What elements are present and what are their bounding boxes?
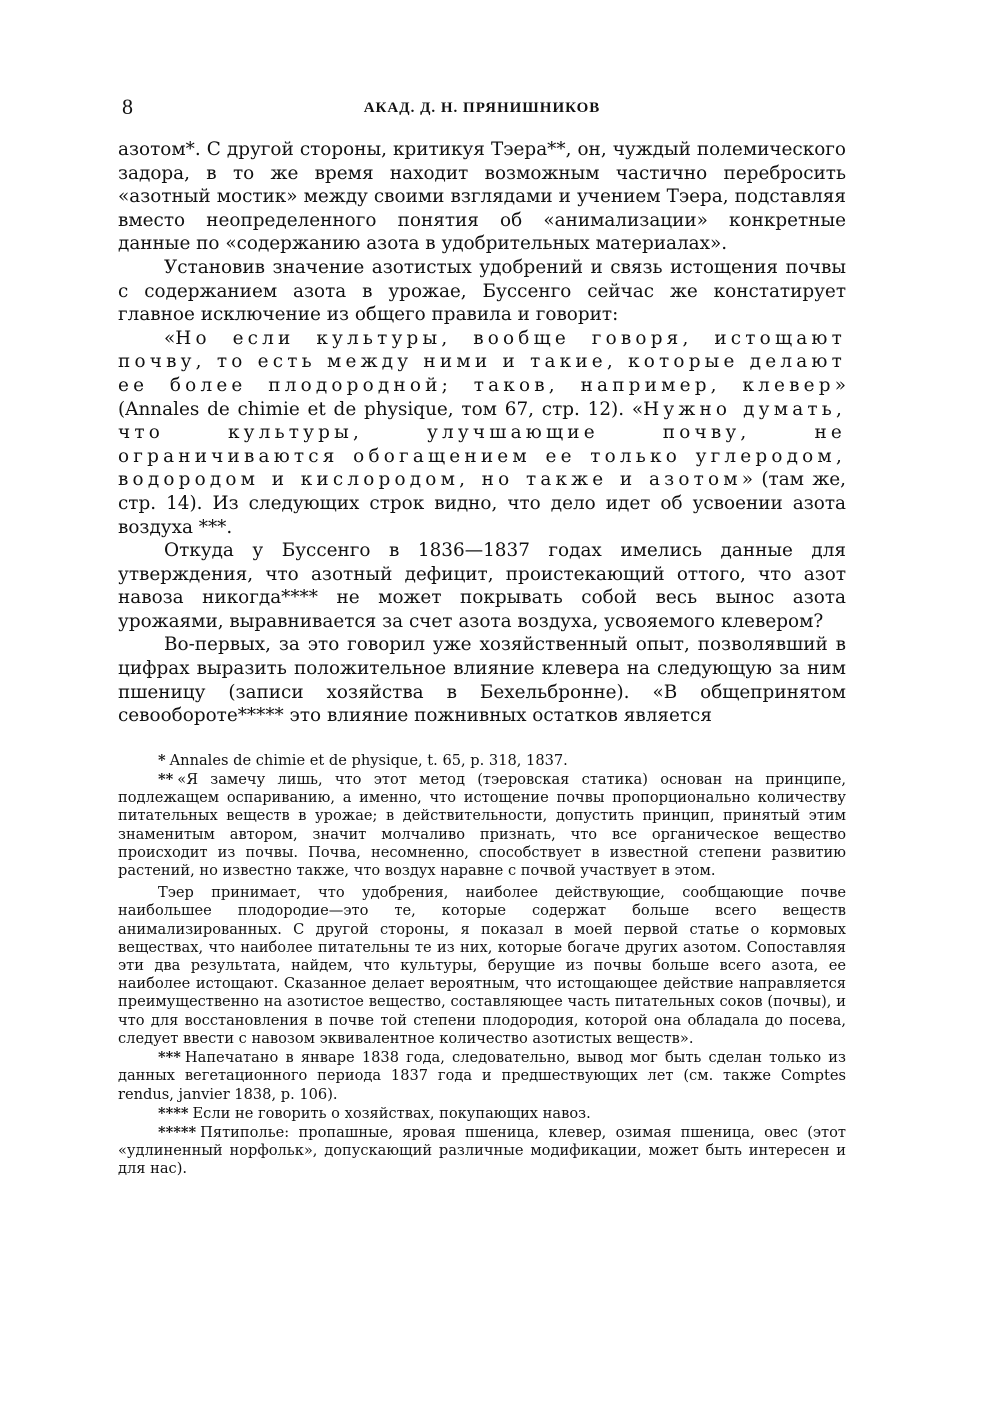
paragraph-3-quote (118, 327, 846, 539)
spaced-quote-1: Но если культуры, вообще говоря, истощают почву, то есть между ними и такие, которые делают ее более плодородной; таков, например, клевер (118, 327, 846, 396)
paragraph-5: Во-первых, за это говорил уже хозяйственный опыт, позволявший в цифрах выразить положительное влияние клевера на следующую за ним пшеницу (записи хозяйства в Бехельбронне). «В общепринятом севообороте***** это влияние пожнивных остатков является (118, 634, 846, 727)
book-page (118, 92, 846, 1180)
footnote-4 (118, 1105, 846, 1123)
page-number: 8 (122, 94, 133, 119)
paragraph-4: Откуда у Буссенго в 1836—1837 годах имелись данные для утверждения, что азотный дефицит, проистекающий оттого, что азот навоза никогда**** не может покрывать собой весь вынос азота урожаями, выравнивается за счет азота воздуха, усвояемого клевером? (118, 540, 846, 632)
paragraph-2: Установив значение азотистых удобрений и связь истощения почвы с содержанием азота в урожае, Буссенго сейчас же констатирует главное исключение из общего правила и говорит: (118, 256, 846, 326)
paragraph-1: азотом*. С другой стороны, критикуя Тэера**, он, чуждый полемического задора, в то же время находит возможным частично перебросить «азотный мостик» между своими взглядами и учением Тэера, подставляя вместо неопределенного понятия об «анимализации» конкретные данные по «содержанию азота в удобрительных материалах». (118, 139, 846, 255)
footnote-mark: ** (158, 771, 174, 789)
footnote-text: Если не говорить о хозяйствах, покупающих навоз. (192, 1104, 591, 1122)
footnote-mark: *** (158, 1049, 181, 1067)
footnote-mark: ***** (158, 1123, 197, 1141)
footnote-1 (118, 752, 846, 770)
running-title: АКАД. Д. Н. ПРЯНИШНИКОВ (363, 100, 601, 116)
quote-citation-2: » (там же, стр. 14). Из следующих строк видно, что дело идет об усвоении азота воздуха ***. (118, 469, 846, 538)
footnote-text: Annales de chimie et de physique, t. 65, p. 318, 1837. (169, 751, 568, 769)
running-header (118, 92, 846, 126)
spaced-quote-2: Нужно думать, что культуры, улучшающие почву, не ограничиваются обогащением ее только углеродом, водородом и кислородом, но также и азотом (118, 398, 847, 491)
footnote-2-continuation: Тэер принимает, что удобрения, наиболее действующие, сообщающие почве наибольшее плодородие—это те, которые содержат больше всего веществ анимализированных. С другой стороны, я показал в моей первой статье о кормовых веществах, что наиболее питательны те из них, которые богаче других азотом. Сопоставляя эти два результата, найдем, что культуры, берущие из почвы больше всего азота, ее наиболее истощают. Сказанное делает вероятным, что истощающее действие направляется преимущественно на азотистое вещество, составляющее часть питательных соков (почвы), и что для восстановления в почве той степени плодородия, которой она обладала до посева, следует ввести с навозом эквивалентное количество азотистых веществ». (118, 884, 846, 1047)
footnote-2 (118, 771, 846, 880)
footnote-5 (118, 1124, 846, 1179)
quote-open: « (164, 327, 176, 349)
footnote-text: Напечатано в январе 1838 года, следовательно, вывод мог быть сделан только из данных вегетационного периода 1837 года и предшествующих лет (см. также Comptes rendus, janvier 1838, p. 106). (118, 1049, 846, 1103)
footnote-text: «Я замечу лишь, что этот метод (тэеровская статика) основан на принципе, подлежащем оспариванию, а именно, что истощение почвы пропорционально количеству питательных веществ в урожае; в действительности, допустить принцип, принятый этим знаменитым автором, значит молчаливо признать, что все органическое вещество происходит из почвы. Почва, несомненно, способствует в известной степени развитию растений, но известно также, что воздух наравне с почвой участвует в этом. (118, 771, 846, 880)
main-text (118, 138, 846, 728)
footnote-mark: **** (158, 1104, 189, 1122)
footnotes (118, 752, 846, 1179)
footnote-text: Пятиполье: пропашные, яровая пшеница, клевер, озимая пшеница, овес (этот «удлиненный норфольк», допускающий различные модификации, может быть интересен и для нас). (118, 1123, 846, 1178)
footnote-3 (118, 1049, 846, 1104)
footnote-mark: * (158, 751, 166, 769)
quote-citation-1: » (Annales de chimie et de physique, том 67, стр. 12). « (118, 374, 846, 420)
